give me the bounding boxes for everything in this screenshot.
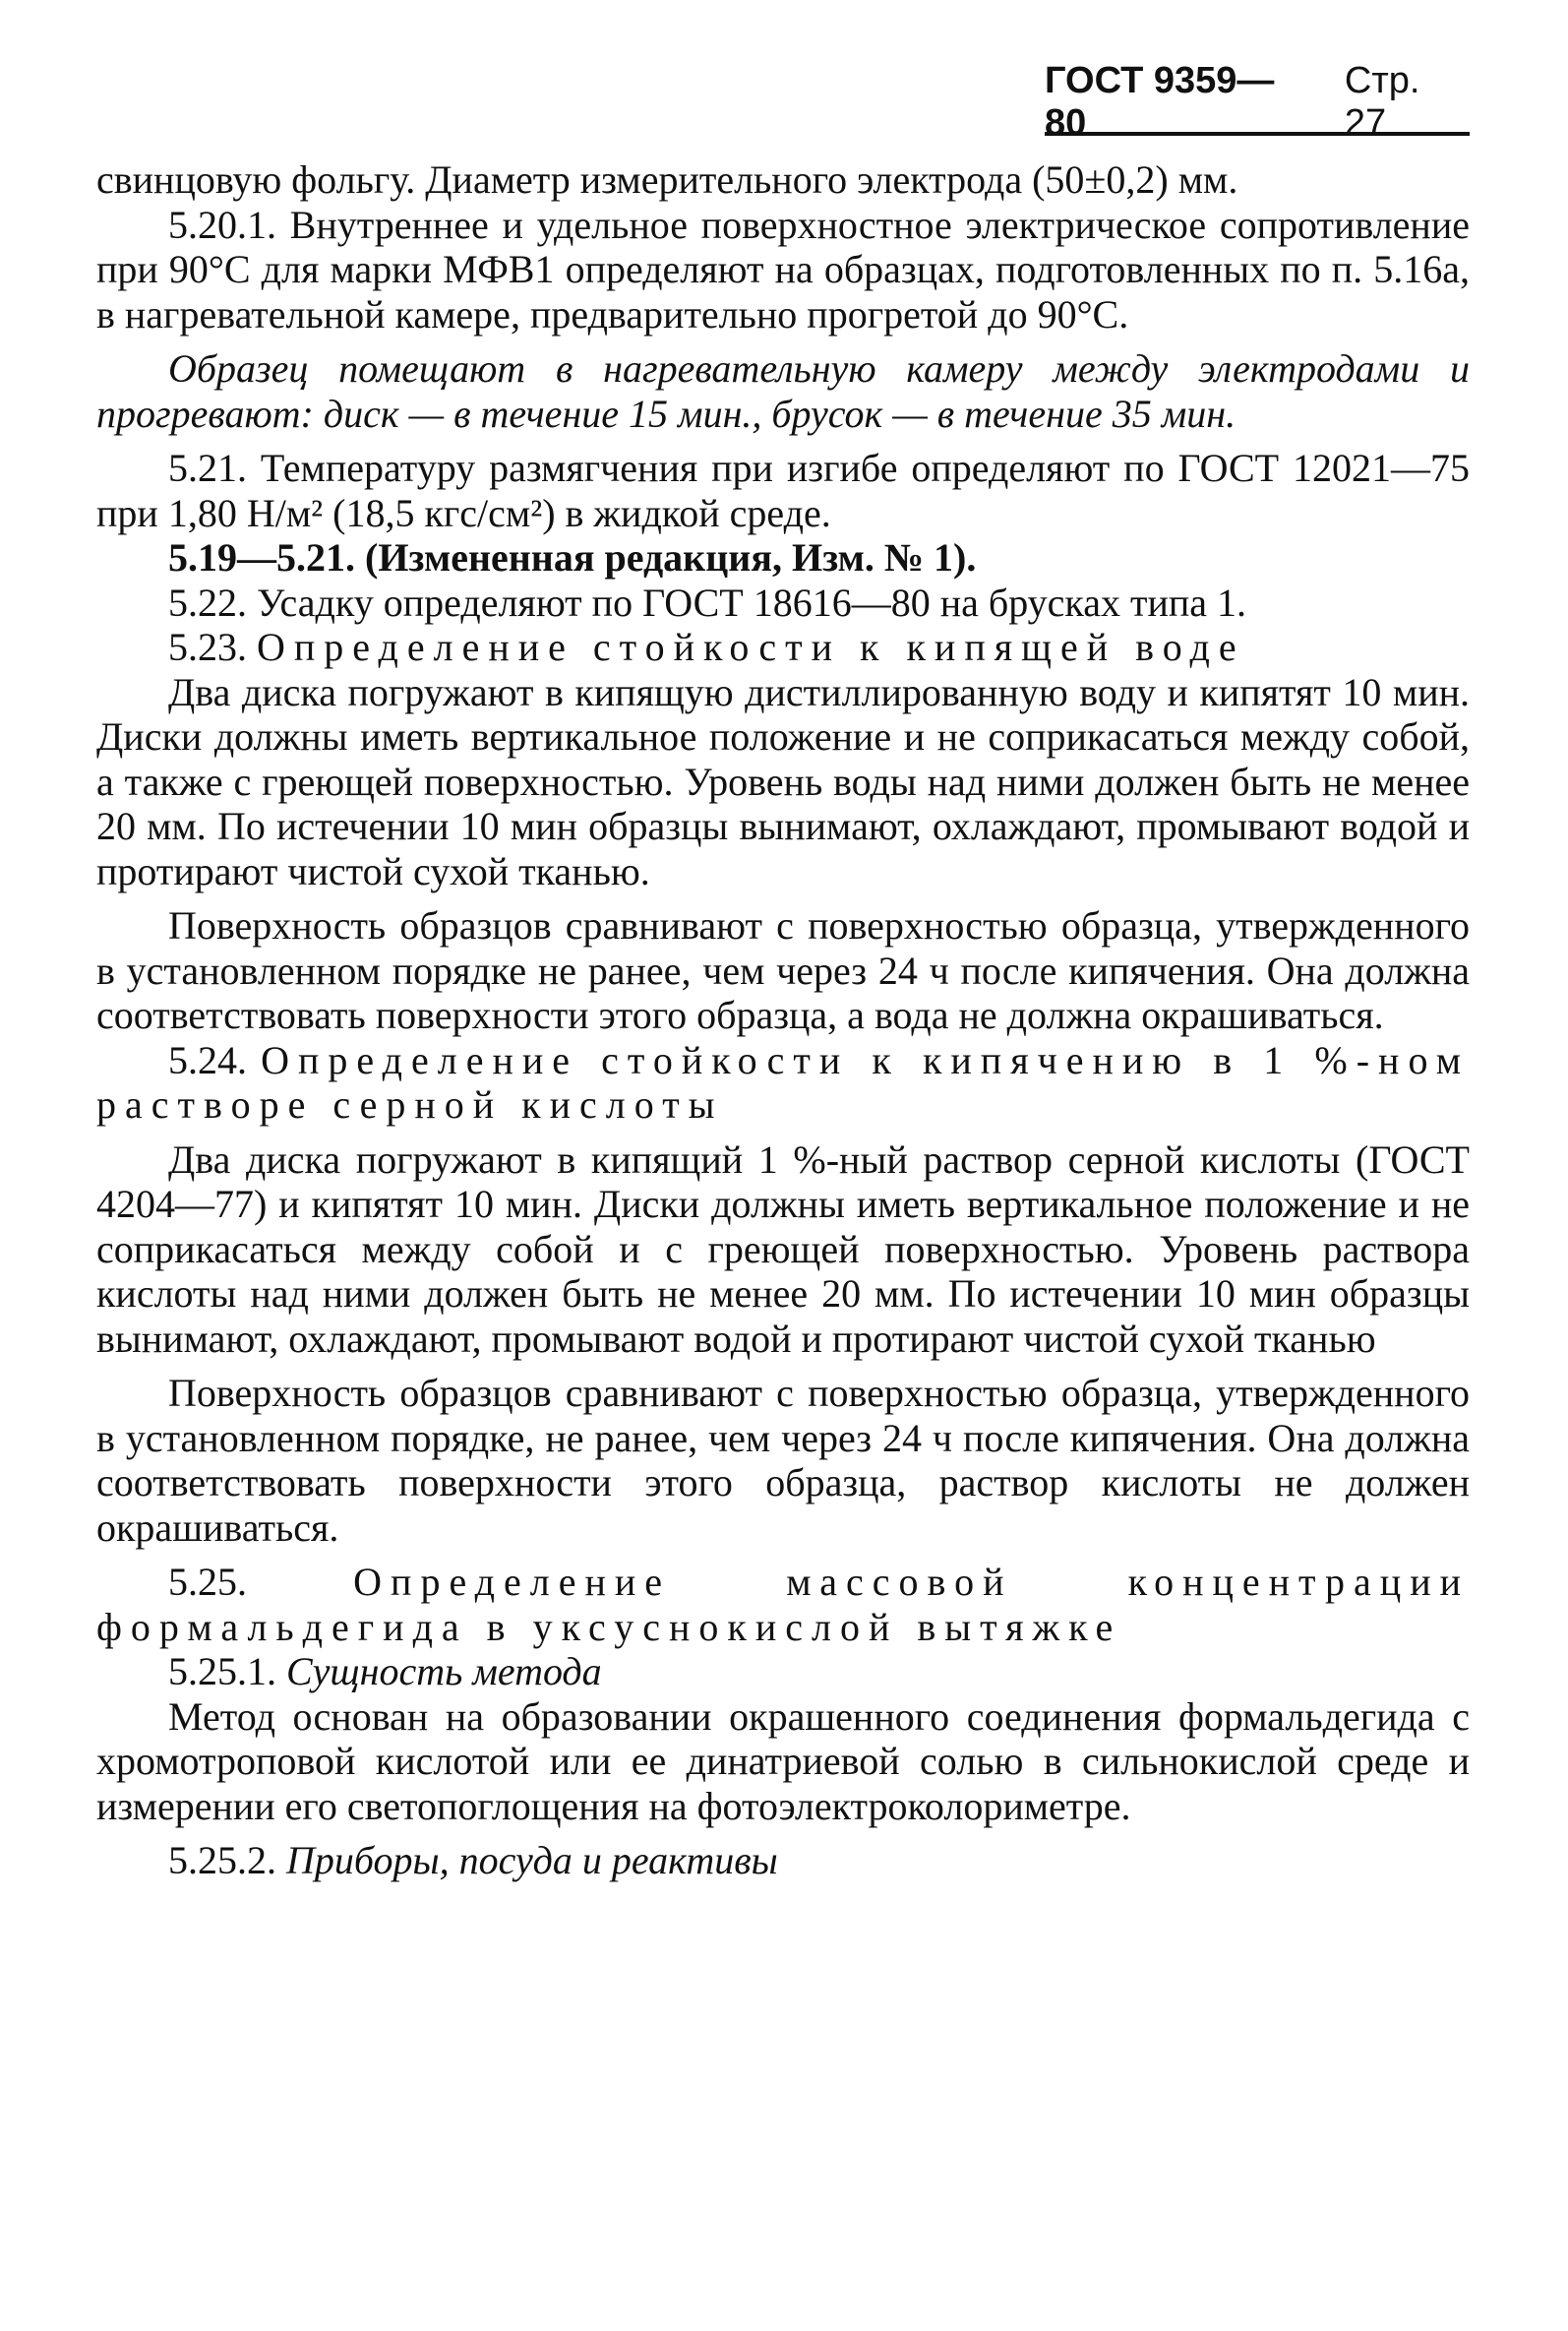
section-number: 5.25. xyxy=(168,1560,247,1604)
paragraph: Метод основан на образовании окрашенного соединения формальдегида с хромотроповой кислотой или ее динатриевой солью в сильнокислой среде и измерении его светопоглощения на фотоэлектроколориметре. xyxy=(96,1693,1470,1828)
amendment-note: 5.19—5.21. (Измененная редакция, Изм. № 1). xyxy=(168,535,977,580)
section-heading xyxy=(96,625,1470,670)
paragraph: Образец помещают в нагревательную камеру между электродами и прогревают: диск — в течение 15 мин., брусок — в течение 35 мин. xyxy=(96,346,1470,436)
paragraph: Поверхность образцов сравнивают с поверхностью образца, утвержденного в установленном порядке, не ранее, чем через 24 ч после кипячения. Она должна соответствовать поверхности этого образца, раствор кислоты не должен окрашиваться. xyxy=(96,1371,1470,1550)
section-heading xyxy=(96,1560,1470,1649)
subsection-heading xyxy=(96,1838,1470,1883)
section-title: Определение массовой концентрации формальдегида в уксуснокислой вытяжке xyxy=(96,1560,1471,1649)
section-title: Определение стойкости к кипячению в 1 %-ном растворе серной кислоты xyxy=(96,1037,1471,1127)
section-heading xyxy=(96,1038,1470,1128)
page-number: Стр. 27 xyxy=(1344,60,1420,144)
subsection-title: Сущность метода xyxy=(286,1649,602,1693)
subsection-title: Приборы, посуда и реактивы xyxy=(286,1838,778,1882)
paragraph: свинцовую фольгу. Диаметр измерительного электрода (50±0,2) мм. xyxy=(96,157,1238,202)
subsection-number: 5.25.1. xyxy=(168,1649,276,1693)
section-number: 5.24. xyxy=(168,1037,247,1082)
paragraph: Два диска погружают в кипящую дистиллированную воду и кипятят 10 мин. Диски должны иметь вертикальное положение и не соприкасаться между собой, а также с греющей поверхностью. Уровень воды над ними должен быть не менее 20 мм. По истечении 10 мин образцы вынимают, охлаждают, промывают водой и протирают чистой сухой тканью. xyxy=(96,669,1470,893)
subsection-heading xyxy=(96,1649,1470,1694)
paragraph: Два диска погружают в кипящий 1 %-ный раствор серной кислоты (ГОСТ 4204—77) и кипятят 10 мин. Диски должны иметь вертикальное положение и не соприкасаться между собой и с греющей поверхностью. Уровень раствора кислоты над ними должен быть не менее 20 мм. По истечении 10 мин образцы вынимают, охлаждают, промывают водой и протирают чистой сухой тканью xyxy=(96,1136,1470,1361)
section-title: Определение стойкости к кипящей воде xyxy=(257,625,1245,669)
standard-number: ГОСТ 9359—80 xyxy=(1045,60,1275,144)
paragraph: 5.21. Температуру размягчения при изгибе определяют по ГОСТ 12021—75 при 1,80 Н/м² (18,5 кгс/см²) в жидкой среде. xyxy=(96,446,1470,535)
subsection-number: 5.25.2. xyxy=(168,1838,276,1882)
paragraph: 5.20.1. Внутреннее и удельное поверхностное электрическое сопротивление при 90°С для марки МФВ1 определяют на образцах, подготовленных по п. 5.16а, в нагревательной камере, предварительно прогретой до 90°С. xyxy=(96,202,1470,337)
section-number: 5.23. xyxy=(168,625,247,669)
paragraph: 5.22. Усадку определяют по ГОСТ 18616—80 на брусках типа 1. xyxy=(168,580,1247,625)
page-header xyxy=(1045,60,1470,144)
paragraph: Поверхность образцов сравнивают с поверхностью образца, утвержденного в установленном порядке не ранее, чем через 24 ч после кипячения. Она должна соответствовать поверхности этого образца, а вода не должна окрашиваться. xyxy=(96,903,1470,1037)
body-text xyxy=(96,157,1470,1883)
